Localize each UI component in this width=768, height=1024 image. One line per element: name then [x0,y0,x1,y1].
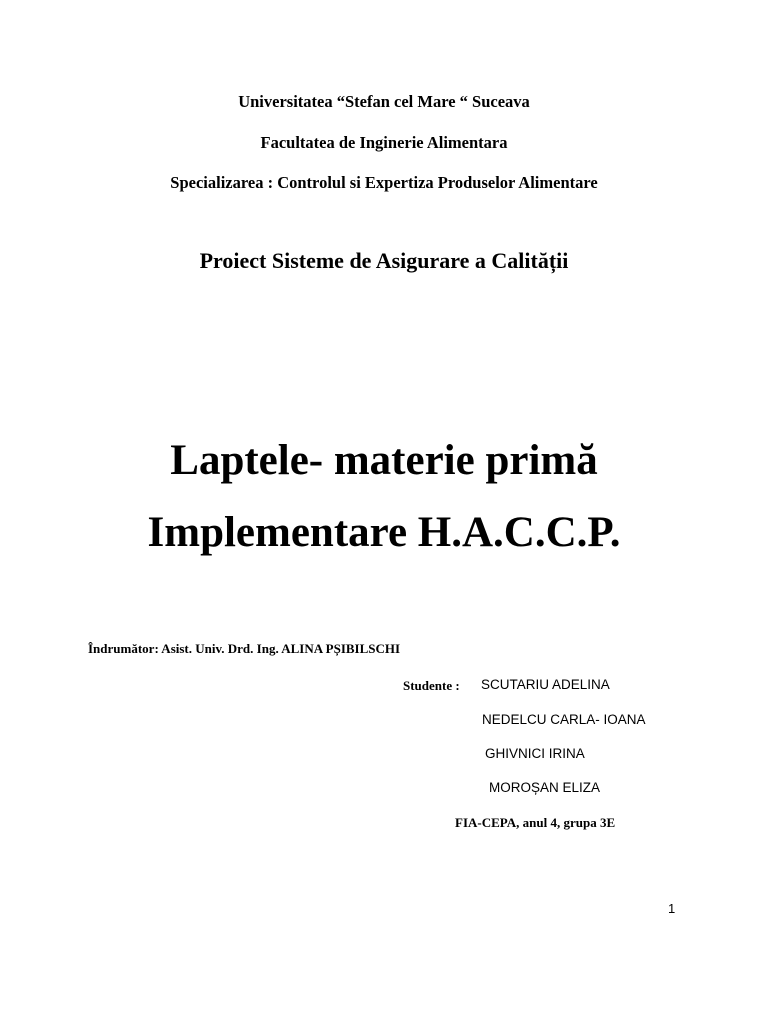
students-label: Studente : [403,678,460,693]
project-title: Proiect Sisteme de Asigurare a Calității [199,248,569,273]
student-name: MOROȘAN ELIZA [489,780,601,795]
faculty-name: Facultatea de Inginerie Alimentara [260,133,508,152]
group-info: FIA-CEPA, anul 4, grupa 3E [455,815,616,830]
page-number: 1 [668,901,676,916]
university-name: Universitatea “Stefan cel Mare “ Suceava [238,92,530,111]
main-title-line-1: Laptele- materie primă [170,437,598,484]
specialization: Specializarea : Controlul si Expertiza Produselor Alimentare [170,173,598,192]
coordinator: Îndrumător: Asist. Univ. Drd. Ing. ALINA PȘIBILSCHI [88,641,401,656]
student-name: NEDELCU CARLA- IOANA [482,712,646,727]
student-name: GHIVNICI IRINA [485,746,585,761]
main-title-line-2: Implementare H.A.C.C.P. [147,509,621,556]
student-name: SCUTARIU ADELINA [481,677,610,692]
